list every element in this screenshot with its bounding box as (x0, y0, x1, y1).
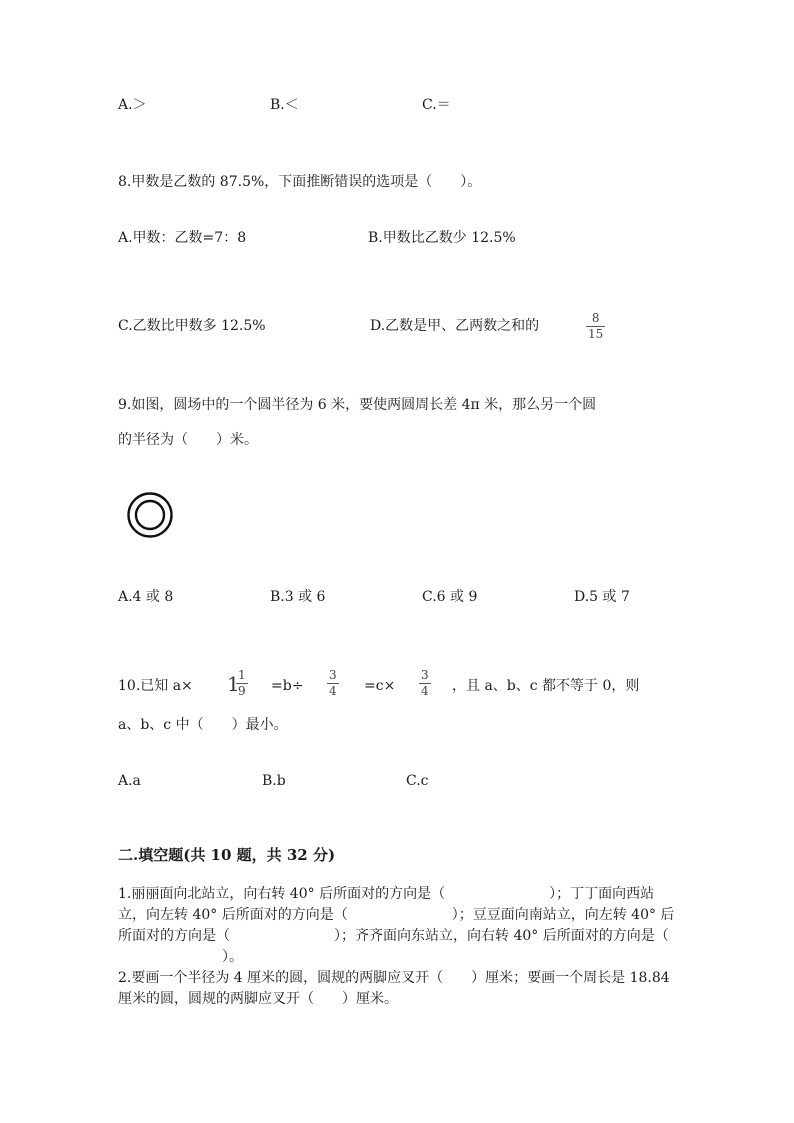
section-heading: 二.填空题(共 10 题，共 32 分) (118, 846, 336, 864)
q8-option-b: B.甲数比乙数少 12.5% (368, 230, 516, 246)
q8-option-a: A.甲数：乙数=7：8 (118, 230, 247, 246)
q9-option-c: C.6 或 9 (422, 589, 478, 605)
q8-stem: 8.甲数是乙数的 87.5%，下面推断错误的选项是（ ）。 (118, 174, 482, 190)
q7-option-c: C.＝ (422, 97, 451, 113)
fraction-denominator: 15 (588, 327, 604, 341)
q10-fraction-3 (419, 669, 431, 698)
q10-option-b: B.b (262, 773, 286, 789)
fill-question-2: 2.要画一个半径为 4 厘米的圆，圆规的两脚应叉开（ ）厘米；要画一个周长是 18.84 厘米的圆，圆规的两脚应叉开（ ）厘米。 (118, 970, 670, 1007)
fraction-numerator: 3 (421, 668, 429, 682)
fill-question-1 (118, 884, 678, 968)
fraction-numerator: 8 (591, 311, 600, 325)
q7-option-a: A.＞ (118, 97, 147, 113)
q10-mixed-fraction (236, 669, 248, 698)
q10-fraction-2 (327, 669, 339, 698)
fill1-part4: ）；齐齐面向东站立，向右转 40° 后所面对的方向是（ (334, 928, 669, 944)
q8-option-d-fraction (586, 312, 605, 341)
q9-stem-line2: 的半径为（ ）米。 (118, 432, 258, 448)
q9-option-b: B.3 或 6 (270, 589, 326, 605)
q9-option-d: D.5 或 7 (574, 589, 630, 605)
fill1-part1: 1.丽丽面向北站立，向右转 40° 后所面对的方向是（ (118, 886, 446, 902)
q10-part2: =b÷ (271, 678, 304, 694)
q10-part3: =c× (364, 678, 396, 694)
fraction-denominator: 4 (329, 684, 337, 698)
q10-part1: 10.已知 a× (118, 678, 193, 694)
q10-mixed-whole: 1 (227, 672, 240, 696)
q10-option-a: A.a (118, 773, 141, 789)
inner-circle (136, 501, 164, 529)
concentric-circles-figure (124, 489, 176, 541)
fill1-part3: ）；豆豆面向南站立，向左转 40° 后所面对的方向是（ (118, 907, 675, 944)
q8-option-d: D.乙数是甲、乙两数之和的 (370, 318, 540, 334)
fraction-denominator: 9 (238, 684, 246, 698)
fill1-part5: ）。 (222, 949, 243, 965)
fraction-numerator: 1 (238, 668, 246, 682)
q10-part4: ，且 a、b、c 都不等于 0，则 (452, 678, 640, 694)
q9-stem-line1: 9.如图，圆场中的一个圆半径为 6 米，要使两圆周长差 4π 米，那么另一个圆 (118, 397, 597, 413)
q8-option-c: C.乙数比甲数多 12.5% (118, 318, 266, 334)
q9-option-a: A.4 或 8 (118, 589, 174, 605)
fraction-denominator: 4 (421, 684, 429, 698)
q7-option-b: B.＜ (270, 97, 299, 113)
fill1-part2: ）；丁丁面向西站立，向左转 40° 后所面对的方向是（ (118, 886, 655, 923)
fraction-numerator: 3 (329, 668, 337, 682)
q10-option-c: C.c (406, 773, 429, 789)
q10-line2: a、b、c 中（ ）最小。 (118, 717, 288, 733)
